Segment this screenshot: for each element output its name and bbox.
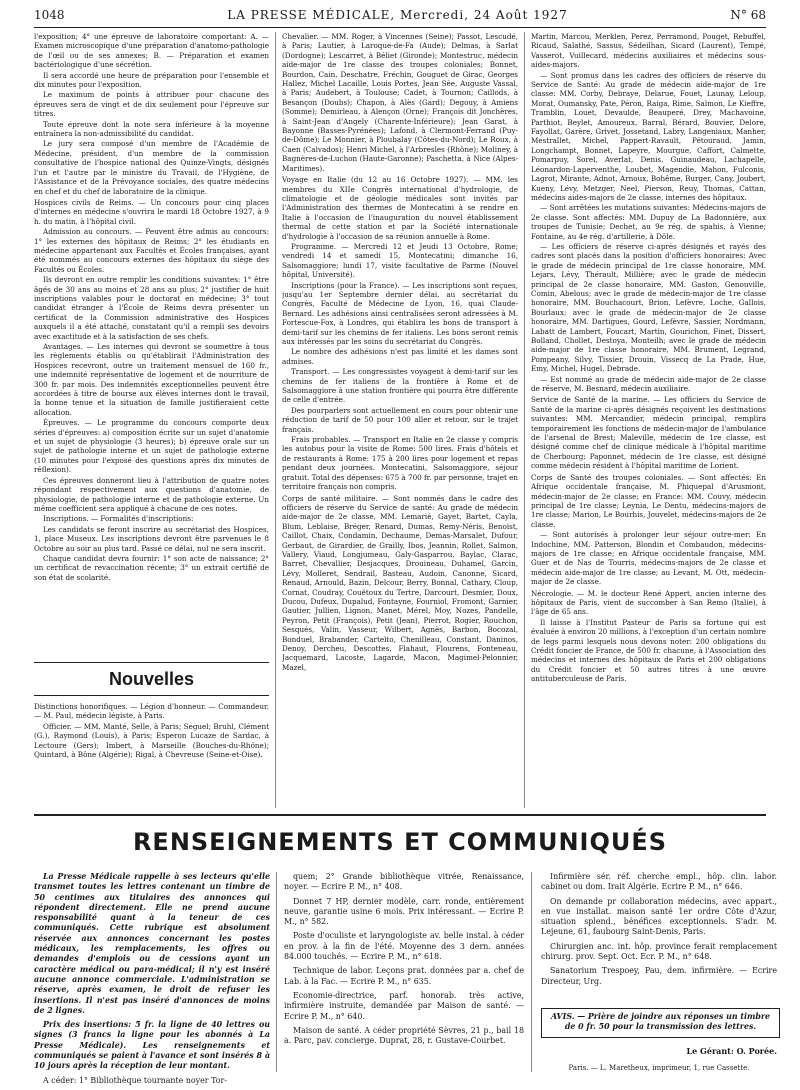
paragraph: On demande pr collaboration médecins, avec appart., en vue installat. maison santé 1er ordre Côte d'Azur, situation splend., bénéfices exceptionnels. S'adr. M. Lejeune, 61, faubourg Saint-Denis, Paris. — [541, 896, 777, 937]
printer-line: Paris. — L. Maretheux, imprimeur, 1, rue Cassette. — [568, 1064, 750, 1072]
paragraph: Programme. — Mercredi 12 et Jeudi 13 Octobre, Rome; vendredi 14 et samedi 15, Montecatini; dimanche 16, Salsomaggiore; lundi 17, visite facultative de Parme (Nouvel hôpital, Université). — [282, 241, 518, 280]
column-left-nouvelles — [34, 700, 269, 805]
paragraph: Frais probables. — Transport en Italie en 2e classe y compris les autobus pour la visite de Rome: 500 lires. Frais d'hôtels et de restaurants à Rome: 175 à 200 lires pour logement et repas pendant deux journées. Montecatini, Salsomaggiore, séjour gratuit. Total des dépenses: 675 à 700 fr. par personne, trajet en territoire français non compris. — [282, 435, 518, 492]
paragraph: Voyage en Italie (du 12 au 16 Octobre 1927). — MM. les membres du XIIe Congrès international d'hydrologie, de climatologie et de géologie médicales sont invités par l'Administration des thermes de Montecatini à se rendre en Italie à l'occasion de l'inauguration du nouvel établissement thermal de cette station et par la Société internationale d'hydrologie à l'occasion de sa réunion annuelle à Rome. — [282, 175, 518, 241]
paragraph: Maison de santé. A céder propriété Sèvres, 21 p., bail 18 a. Parc, pav. concierge. Duprat, 28, r. Gustave-Courbet. — [284, 1025, 524, 1046]
column-middle — [282, 32, 518, 808]
paragraph: Inscriptions (pour la France). — Les inscriptions sont reçues, jusqu'au 1er Septembre dernier délai, au secrétariat du Congrès, Faculté de Médecine de Lyon, 16, quai Claude-Bernard. Les adhésions ainsi centralisées seront adressées à M. Fortescue-Fox, à Londres, qui établira les bons de transport à demi-tarif sur les chemins de fer italiens. Les bons seront remis aux intéressés par les soins du secrétariat du Congrès. — [282, 280, 518, 346]
paragraph: Poste d'oculiste et laryngologiste av. belle instal. à céder en prov. à la fin de l'été. Moyenne des 3 dern. années 84.000 touchés. — Ecrire P. M., n° 618. — [284, 931, 524, 962]
paragraph: Épreuves. — Le programme du concours comporte deux séries d'épreuves: a) composition écrite sur un sujet d'anatomie et un sujet de physiologie (3 heures); b) épreuve orale sur un sujet de pathologie interne et un sujet de pathologie externe (10 minutes pour l'exposé des questions après dix minutes de réflexion). — [34, 418, 269, 475]
paragraph: l'exposition; 4° une épreuve de laboratoire comportant: A. — Examen microscopique d'une préparation d'anatomo-pathologie de l'œil ou de ses annexes; B. — Préparation et examen bactériologique d'une sécrétion. — [34, 32, 269, 70]
paragraph: Distinctions honorifiques. — Légion d'honneur. — Commandeur. — M. Paul, médecin légiste, à Paris. — [34, 702, 269, 721]
paragraph: Chevalier. — MM. Roger, à Vincennes (Seine); Passot, Lescudé, à Paris; Lautier, à Laroque-de-Fa (Aude); Delmas, à Sarlat (Dordogne); Lescarret, à Béliet (Gironde); Montestruc, médecin aide-major de 1re classe des troupes coloniales; Bonnet, Bourdon, Cain, Deschatre, Fréchin, Gouguet de Girac, Georges Hallez, Michel Lacaille, Louis Portes, Jean Sée, Auguste Vassal, à Paris; Audebert, à Toulouse; Cadet, à Tournon; Caillods, à Besançon (Doubs); Chapon, à Alès (Gard); Degouy, à Amiens (Somme); Demirleau, à Alençon (Orne); François dit Jonchères, à Saint-Jean d'Angely (Charente-Inférieure); Jean Garat, à Bayonne (Basses-Pyrénées); Lafond, à Clermont-Ferrand (Puy-de-Dôme); Le Monnier, à Ploubalay (Côtes-du-Nord); Le Roux, à Caen (Calvados); Henri Michel, à l'Arbresles (Rhône); Moliney, à Bagnères-de-Luchon (Haute-Garonne); Paschetta, à Nice (Alpes-Maritimes). — [282, 32, 518, 173]
paragraph: Le nombre des adhésions n'est pas limité et les dames sont admises. — [282, 347, 518, 366]
nouvelles-heading: Nouvelles — [34, 662, 269, 696]
header-rule — [34, 27, 766, 28]
paragraph: Le jury sera composé d'un membre de l'Académie de Médecine, président, d'un membre de la commission consultative de l'hospice national des Quinze-Vingts, désignés l'un et l'autre par le ministre du Travail, de l'Hygiène, de l'Assistance et de la Prévoyance sociales, des quatre médecins en chef et du chef de laboratoire de la clinique. — [34, 139, 269, 196]
gerant-signature: Le Gérant: O. Porée. — [686, 1046, 777, 1056]
paragraph: Avantages. — Les internes qui devront se soumettre à tous les règlements établis ou qu'établirait l'Administration des Hospices recevront, outre un traitement mensuel de 160 fr., une indemnité représentative de logement et de nourriture de 300 fr. par mois. Des indemnités exceptionnelles peuvent être accordées à titre de bourse aux élèves internes dont le travail, la bonne tenue et la situation de famille justifieraient cette allocation. — [34, 342, 269, 417]
paragraph: Chirurgien anc. int. hôp. province ferait remplacement chirurg. prov. Sept. Oct. Ecr. P. M., n° 648. — [541, 941, 777, 962]
paragraph: Technique de labor. Leçons prat. données par a. chef de Lab. à la Fac. — Ecrire P. M., n° 635. — [284, 966, 524, 986]
page-header — [34, 4, 766, 26]
paragraph: Des pourparlers sont actuellement en cours pour obtenir une réduction de tarif de 50 pour 100 aller et retour, sur le trajet français. — [282, 405, 518, 434]
paragraph: — Sont promus dans les cadres des officiers de réserve du Service de Santé: Au grade de médecin aide-major de 1re classe: MM. Corby, Debraye, Delarue, Fouet, Launay, Leloup, Morat, Oumansky, Pate, Péron, Raiga, Rime, Salmon, Le Kieffre, Tramblin, Louet, Devaulde, Beauperé, Drey, Machavoine, Parthiot, Beylet, Amoureux, Barral, Bérard, Bouvier, Delore, Fayollat, Garère, Grivet, Jossetand, Labry, Langeniaux, Manher, Mestrallet, Michel, Pappert-Ravault, Pétouraud, Jamin, Longchampt, Bonnet, Lapeyre, Mourgue, Caffort, Calmette, Pomarpuy, Sorel, Averlat, Denis, Guinaudeau, Lachapelle, Léonardon-Laperventhe, Loubet, Magendie, Mahon, Fulconis, Lagrot, Mirante, Adnot, Arnoux, Bohême, Burger, Cany, Joubert, Kueny, Lévy, Metzger, Neel, Pierson, Reuy, Thomas, Cattan, médecins aides-majors de 2e classe, internes des hôpitaux. — [531, 70, 766, 202]
section-title: RENSEIGNEMENTS ET COMMUNIQUÉS — [132, 828, 668, 856]
paragraph: Toute épreuve dont la note sera inférieure à la moyenne entraînera la non-admissibilité du candidat. — [34, 119, 269, 139]
paragraph: Il sera accordé une heure de préparation pour l'ensemble et dix minutes pour l'exposition. — [34, 70, 269, 90]
paragraph: Hospices civils de Reims. — Un concours pour cinq places d'internes en médecine s'ouvrira le mardi 18 Octobre 1927, à 9 h. du matin, à l'hôpital civil. — [34, 197, 269, 226]
paragraph: La Presse Médicale rappelle à ses lecteurs qu'elle transmet toutes les lettres contenant un timbre de 50 centimes aux titulaires des annonces qui répondent directement. Elle ne prend aucune responsabilité quant à la teneur de ces communiqués. Cette rubrique est absolument réservée aux annonces concernant les postes médicaux, les remplacements, les offres ou demandes d'emplois ou de cessions ayant un caractère médical ou para-médical; il n'y est inséré aucune annonce commerciale. L'administration se réserve, après examen, le droit de refuser les insertions. Il n'est pas inséré d'annonces de moins de 2 lignes. — [34, 872, 270, 1015]
paragraph: Inscriptions. — Formalités d'inscriptions: — [43, 514, 194, 524]
paragraph: Corps de Santé des troupes coloniales. — Sont affectés: En Afrique occidentale française, M. Phiquepal d'Arusmont, médecin-major de 2e classe; en France: MM. Couvy, médecin principal de 1re classe; Leynia, Le Dentu, médecins-majors de 1re classe; Marion, Le Bourhis, Jouvelet, médecins-majors de 2e classe. — [531, 472, 766, 529]
column-divider — [524, 32, 525, 808]
paragraph: A céder: 1° Bibliothèque tournante noyer Tor- — [43, 1075, 227, 1085]
paragraph: Corps de santé militaire. — Sont nommés dans le cadre des officiers de réserve du Service de santé: Au grade de médecin aide-major de 2e classe, MM. Lemarié, Gayet, Bartet, Cayla, Blum, Leblaise, Bréger, Renard, Dumas, Remy-Néris, Benoist, Caillot, Chaix, Condamin, Dechaume, Demas-Marsalet, Dufour, Gerbaut, de Girardier, de Grailly, Ibos, Jeannin, Rollet, Salmon, Vallery, Viaud, Longjumeau, Galy-Gasparrou, Baylac, Clarac, Barret, Chevallier, Desjacques, Drouineau, Duhamel, Garcin, Lévy, Molleret, Sendrail, Basteau, Audoin, Canonne, Sicard, Renaud, Arnould, Bazin, Delcour, Berry, Bonnal, Cathary, Cloup, Cornat, Coudray, Couëtoux du Tertre, Darcourt, Desmier, Doux, Ducou, Dufeux, Dupalud, Fontayne, Fourniol, Fromont, Garnier, Gautier, Jullien, Lignon, Manet, Mérel, Moy, Nozes, Pandelle, Peyron, Petit (François), Petit (Jean), Pierrot, Rogier, Rouchon, Sesqués, Valin, Vasseur, Wilbert, Agnès, Barbon, Bocozal, Bonduel, Brabander, Cartelto, Chenilleau, Constant, Daninos, Denoy, Dercheu, Descottes, Flahaut, Flourens, Fonteneau, Jacquemard, Lacoste, Lagarde, Macon, Magimel-Pelonnier, Mazel, — [282, 493, 518, 672]
column-divider — [275, 32, 276, 808]
paragraph: Donnet 7 HP, dernier modèle, carr. ronde, entièrement neuve, garantie usine 6 mois. Prix intéressant. — Ecrire P. M., n° 582. — [284, 896, 524, 927]
paragraph: Prix des insertions: 5 fr. la ligne de 40 lettres ou signes (3 francs la ligne pour les abonnés à La Presse Médicale). Les renseignements et communiqués se paient à l'avance et sont insérés 8 à 10 jours après la réception de leur montant. — [34, 1020, 270, 1071]
paragraph: — Est nommé au grade de médecin aide-major de 2e classe de réserve, M. Besnard, médecin auxiliaire. — [531, 374, 766, 394]
paragraph: quem; 2° Grande bibliothèque vitrée, Renaissance, noyer. — Ecrire P. M., n° 408. — [284, 872, 524, 892]
paragraph: Admission au concours. — Peuvent être admis au concours: 1° les externes des hôpitaux de Reims; 2° les étudiants en médecine appartenant aux Facultés et Écoles françaises, ayant été nommés au concours externes des hôpitaux du siège des Facultés ou Écoles. — [34, 227, 269, 274]
paragraph: Economie-directrice, parf. honorab. très active, infirmière instruite, demandée par Maison de santé. — Ecrire P. M., n° 640. — [284, 990, 524, 1021]
paragraph: Ils devront en outre remplir les conditions suivantes: 1° être âgés de 30 ans au moins et 28 ans au plus; 2° justifier de huit inscriptions valables pour le doctorat en médecine; 3° tout candidat étranger à l'École de Reims devra présenter un certificat de la Commission administrative des Hospices auxquels il a été attaché, constatant qu'il a rempli ses devoirs avec exactitude et à la satisfaction de ses chefs. — [34, 275, 269, 341]
paragraph: — Sont arrêtées les mutations suivantes: Médecins-majors de 2e classe. Sont affectés: MM. Dupuy de La Badonnière, aux troupes de Tunisie; Dechet, au 9e rég. de spahis, à Vienne; Fontaine, au 4e rég. d'artillerie, à Dôle. — [531, 203, 766, 241]
paragraph: — Sont autorisés à prolonger leur séjour outre-mer: En Indochine, MM. Patterson, Blondin et Combaudon, médecins-majors de 1re classe; en Afrique occidentale française, MM. Guer et de Nas de Tourris, médecins-majors de 2e classe et médecin aide-major de 1re classe; au Levant, M. Ott, médecin-major de 2e classe. — [531, 530, 766, 587]
column-divider — [276, 872, 277, 1072]
paragraph: Martin, Marcou, Merklen, Perez, Perramond, Pouget, Rebuffel, Ricaud, Salathé, Sassus, Sédeilhan, Sicard (Laurent), Tempé, Vasserot, Vuillecard, médecins auxiliaires et médecins sous-aides-majors. — [531, 32, 766, 70]
paragraph: Ces épreuves donneront lieu à l'attribution de quatre notes répondant respectivement aux questions d'anatomie, de physiologie, de pathologie interne et de pathologie externe. Un même coefficient sera appliqué à chacune de ces notes. — [34, 475, 269, 513]
paragraph: Service de Santé de la marine. — Les officiers du Service de Santé de la marine ci-après désignés reçoivent les destinations suivantes: MM. Mercandier, médecin principal, remplira temporairement les fonctions de médecin-major de l'ambulance de l'arsenal de Brest; Maleville, médecin de 1re classe, est désigné comme chef de clinique médicale à l'hôpital maritime de Cherbourg; Paponnet, médecin de 1re classe, est désigné comme médecin résident à l'hôpital maritime de Lorient. — [531, 395, 766, 471]
paragraph: Sanatorium Trespoey, Pau, dem. infirmière. — Ecrire Directeur, Urg. — [541, 966, 777, 986]
column-right — [531, 32, 766, 808]
issue-number: N° 68 — [730, 8, 766, 22]
paragraph: Transport. — Les congressistes voyagent à demi-tarif sur les chemins de fer italiens de la frontière à Rome et de Salsomaggiore à une station frontière qui pourra être différente de celle d'entrée. — [282, 367, 518, 405]
paragraph: Officier. — MM. Manté, Selle, à Paris; Seguel; Bruhl, Clément (G.), Raymond (Louis), à Paris; Esperon Lucaze de Sardac, à Lectoure (Gers); Imbert, à Marseille (Bouches-du-Rhône); Quintard, à Bône (Algérie); Rigal, à Chevreuse (Seine-et-Oise). — [34, 721, 269, 760]
ads-column-left — [34, 872, 270, 1090]
paragraph: Le maximum de points à attribuer pour chacune des épreuves sera de vingt et de dix seulement pour l'épreuve sur titres. — [34, 90, 269, 119]
paragraph: Nécrologie. — M. le docteur René Appert, ancien interne des hôpitaux de Paris, vient de succomber à San Remo (Italie), à l'âge de 65 ans. — [531, 588, 766, 617]
ads-column-right — [541, 872, 777, 991]
paragraph: Infirmière sér. réf. cherche empl., hôp. clin. labor. cabinet ou dom. Irait Algérie. Ecrire P. M., n° 646. — [541, 872, 777, 892]
paragraph: — Les officiers de réserve ci-après désignés et rayés des cadres sont placés dans la position d'officiers honoraires: Avec le grade de médecin principal de 1re classe honoraire, MM. Lejars, Lévy, Thérault, Millière; avec le grade de médecin principal de 2e classe honoraire, MM. Gaston, Genouville, Comin, Abelous; avec le grade de médecin-major de 1re classe honoraire, MM. Bouchacourt, Brion, Lefèvre, Loche, Gallois, Bourlaux; avec le grade de médecin-major de 2e classe honoraire, MM. Dartigues, Gourd, Lefèvre, Sassier, Nordmann, Labatt de Lambert, Foucart, Martin, Gourichon, Finet, Dissert, Bolland, Chollet, Destoya, Monteilh; avec le grade de médecin aide-major de 1re classe honoraire, MM. Brument, Legrand, Pompeany, Silvy, Tissier, Drouin, Vissecq de La Prade, Hue, Emy, Michel, Hugel, Debrade. — [531, 241, 766, 374]
column-divider — [531, 872, 532, 1072]
ads-column-middle — [284, 872, 524, 1050]
paragraph: Chaque candidat devra fournir: 1° son acte de naissance; 2° un certificat de revaccination récente; 3° un extrait certifié de son état de scolarité. — [34, 553, 269, 582]
column-left — [34, 32, 269, 654]
paragraph: Il laisse à l'Institut Pasteur de Paris sa fortune qui est évaluée à environ 20 millions, à l'exception d'un certain nombre de legs parmi lesquels nous devons noter: 200 obligations du Crédit foncier de France, de 500 fr. chacune, à l'Association des médecins et internes des hôpitaux de Paris et 200 obligations du Crédit foncier et 50 autres titres à une œuvre antituberculeuse de Paris. — [531, 617, 766, 684]
journal-title: LA PRESSE MÉDICALE, Mercredi, 24 Août 1927 — [227, 8, 568, 22]
paragraph: Les candidats se feront inscrire au secrétariat des Hospices, 1, place Museux. Les inscriptions devront être parvenues le 8 Octobre au soir au plus tard. Passé ce délai, nul ne sera inscrit. — [34, 524, 269, 553]
avis-box: AVIS. — Prière de joindre aux réponses un timbre de 0 fr. 50 pour la transmission des lettres. — [541, 1008, 780, 1038]
page-number: 1048 — [34, 8, 65, 22]
section-rule — [34, 814, 766, 816]
